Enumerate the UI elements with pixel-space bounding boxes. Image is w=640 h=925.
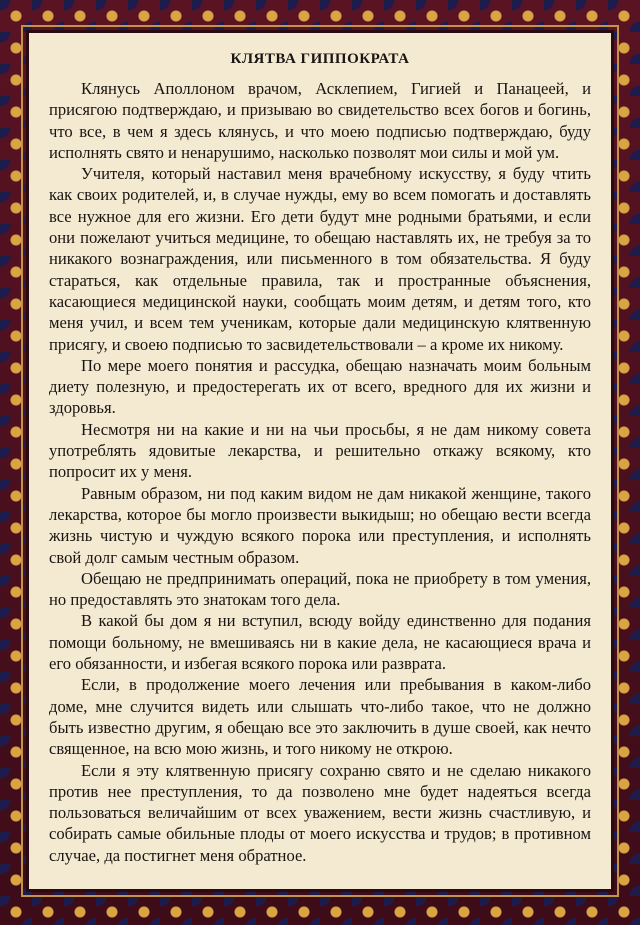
paragraph: Равным образом, ни под каким видом не дам никакой женщине, такого лекарства, которое бы могло произвести выкидыш; но обещаю вести всегда жизнь чистую и чуждую всякого порока или преступления, и исполнять свой долг самым честным образом. bbox=[49, 483, 591, 567]
paragraph: Клянусь Аполлоном врачом, Асклепием, Гигией и Панацеей, и присягою подтверждаю, и призываю во свидетельство всех богов и богинь, что все, в чем я здесь клянусь, и что моею подписью подтверждаю, буду исполнять свято и ненарушимо, насколько позволят мои силы и мой ум. bbox=[49, 79, 591, 162]
oath-text bbox=[49, 78, 591, 866]
document-title: КЛЯТВА ГИППОКРАТА bbox=[230, 51, 410, 67]
paragraph: Если я эту клятвенную присягу сохраню свято и не сделаю никакого против нее преступления, то да позволено мне будет надеяться всегда пользоваться величайшим от всех уважением, вести жизнь счастливую, и собирать самые обильные плоды от моего искусства и трудов; в противном случае, да постигнет меня обратное. bbox=[49, 760, 591, 865]
paragraph: Несмотря ни на какие и ни на чьи просьбы, я не дам никому совета употреблять ядовитые лекарства, и решительно откажу всякому, кто попросит их у меня. bbox=[49, 419, 591, 482]
paragraph: В какой бы дом я ни вступил, всюду войду единственно для подания помощи больному, не вмешиваясь ни в какие дела, не касающиеся врача и его обязанности, и избегая всякого порока или разврата. bbox=[49, 611, 591, 674]
paragraph: Обещаю не предпринимать операций, пока не приобрету в том умения, но предоставлять это знатокам того дела. bbox=[49, 568, 591, 610]
paragraph: Учителя, который наставил меня врачебному искусству, я буду чтить как своих родителей, и, в случае нужды, ему во всем помогать и доставлять все нужное для его жизни. Его дети будут мне родными братьями, и если они пожелают учиться медицине, то обещаю наставлять их, не требуя за то никакого вознаграждения, или письменного в том обязательства. Я буду стараться, как отдельные правила, так и пространные объяснения, касающиеся медицинской науки, сообщать моим детям, и детям того, кто меня учил, и всем тем ученикам, которые дали медицинскую клятвенную присягу, и своею подписью то засвидетельствовали – а кроме их никому. bbox=[49, 164, 591, 354]
paragraph: Если, в продолжение моего лечения или пребывания в каком-либо доме, мне случится видеть или слышать что-либо такое, что не должно быть известно другим, я обещаю все это заключить в душе своей, как нечто священное, на всю мою жизнь, и того никому не открою. bbox=[49, 675, 591, 759]
paragraph: По мере моего понятия и рассудка, обещаю назначать моим больным диету полезную, и предостерегать их от всего, вредного для их жизни и здоровья. bbox=[49, 355, 591, 418]
document-page bbox=[26, 30, 614, 892]
